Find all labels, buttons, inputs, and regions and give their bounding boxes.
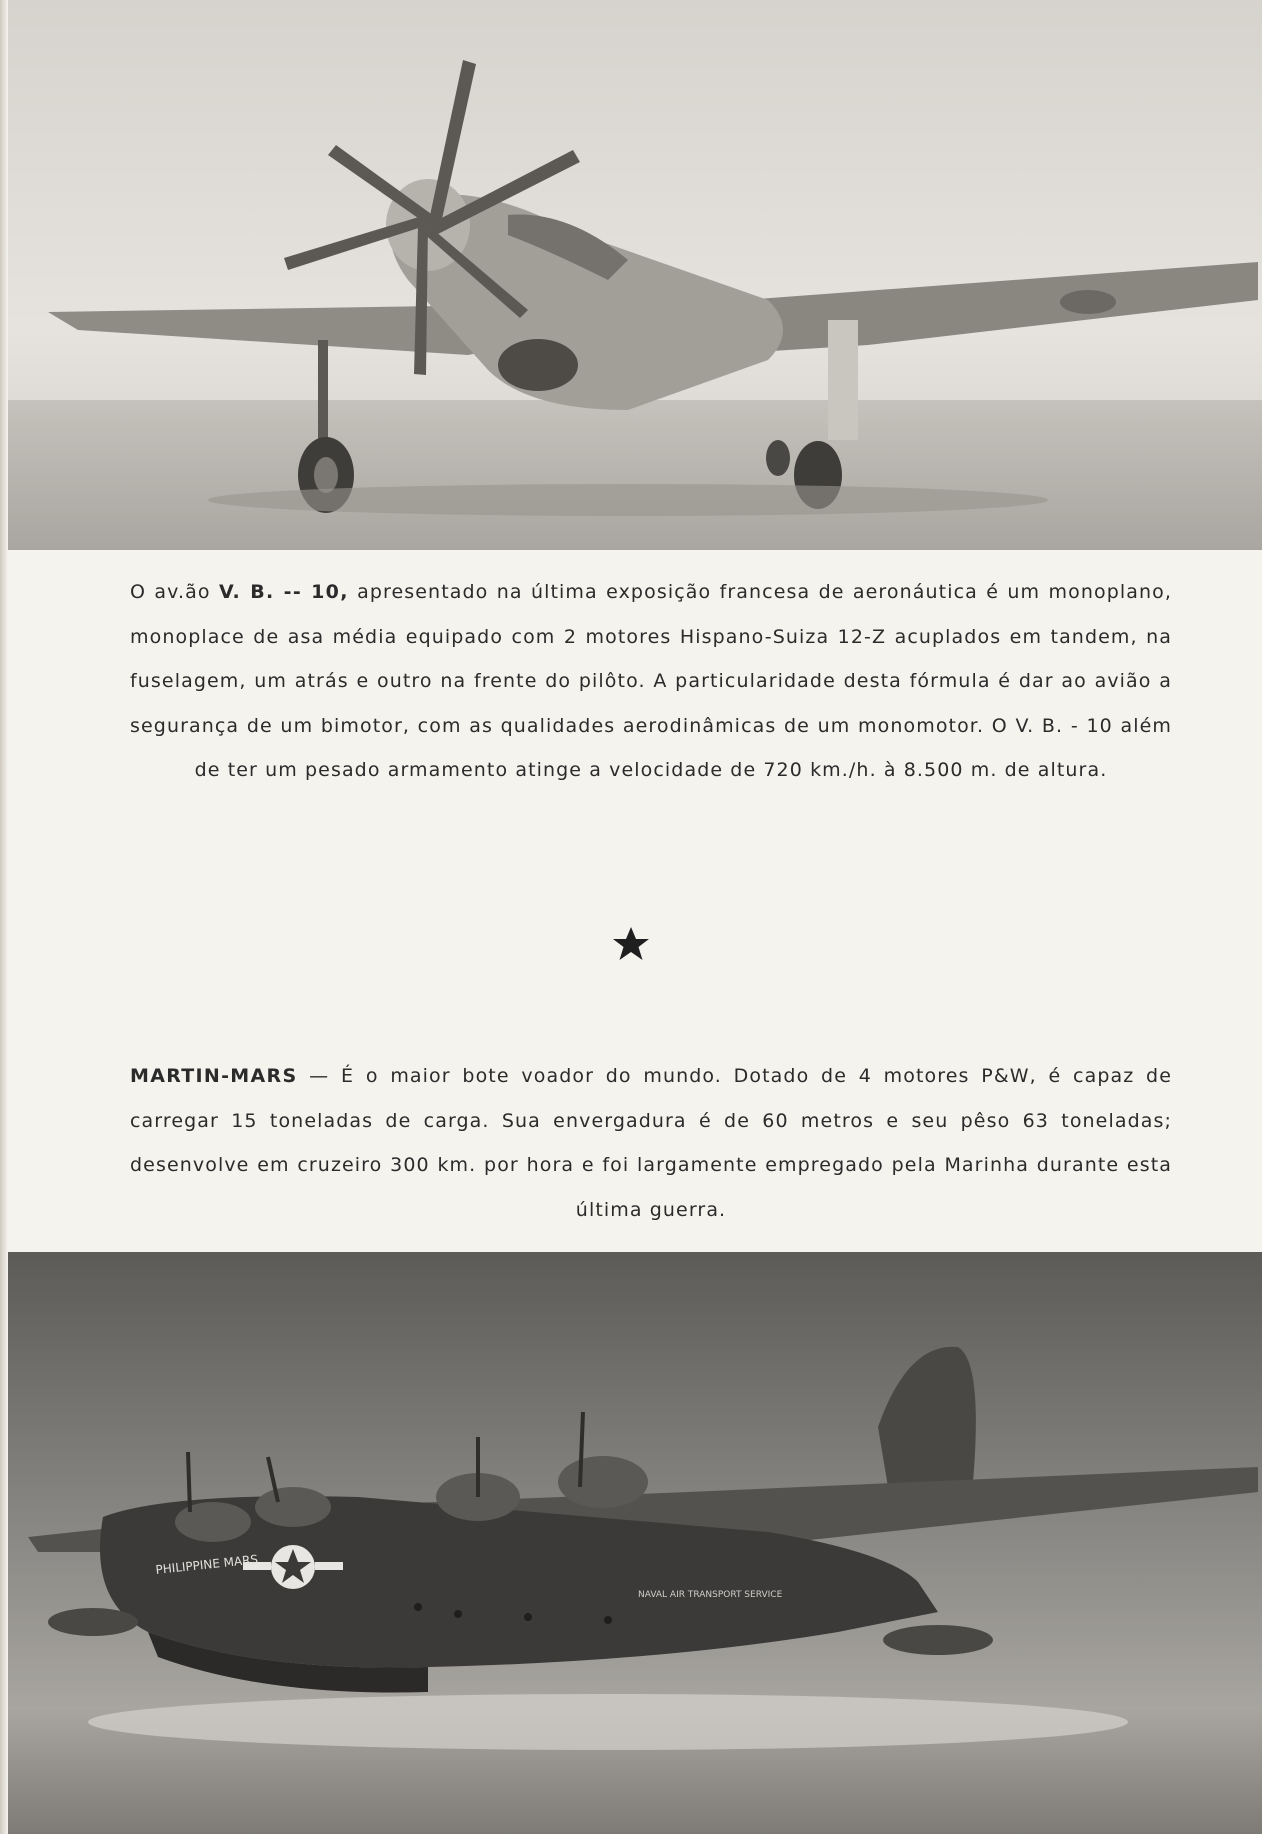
svg-text:NAVAL AIR TRANSPORT SERVICE: NAVAL AIR TRANSPORT SERVICE [638,1590,783,1600]
vb10-illustration [8,0,1262,550]
page-edge-shadow [0,0,8,1834]
photo-martin-mars-flying-boat [8,1252,1262,1834]
article-martin-mars-text [130,1054,1172,1232]
article-vb10-intro: O av.ão [130,581,219,603]
article-martin-mars-name: MARTIN-MARS [130,1065,298,1087]
martin-mars-illustration [8,1252,1262,1834]
star-icon [611,924,651,964]
article-vb10-text [130,570,1172,793]
article-vb10-model: V. B. -- 10, [219,581,349,603]
photo-vb10-aircraft [8,0,1262,550]
svg-text:PHILIPPINE MARS: PHILIPPINE MARS [154,1552,259,1577]
article-martin-mars-body: — É o maior bote voador do mundo. Dotado de 4 motores P&W, é capaz de carregar 15 toneladas de carga. Sua envergadura é de 60 metros e seu pêso 63 toneladas; desenvolve em cruzeiro 300 km. por hora e foi largamente empregado pela Marinha durante esta última guerra. [130,1065,1172,1221]
article-vb10-body: apresentado na última exposição francesa de aeronáutica é um monoplano, monoplace de asa média equipado com 2 motores Hispano-Suiza 12-Z acuplados em tandem, na fuselagem, um atrás e outro na frente do pilôto. A particularidade desta fórmula é dar ao avião a segurança de um bimotor, com as qualidades aerodinâmicas de um monomotor. O V. B. - 10 além de ter um pesado armamento atinge a velocidade de 720 km./h. à 8.500 m. de altura. [130,581,1173,781]
